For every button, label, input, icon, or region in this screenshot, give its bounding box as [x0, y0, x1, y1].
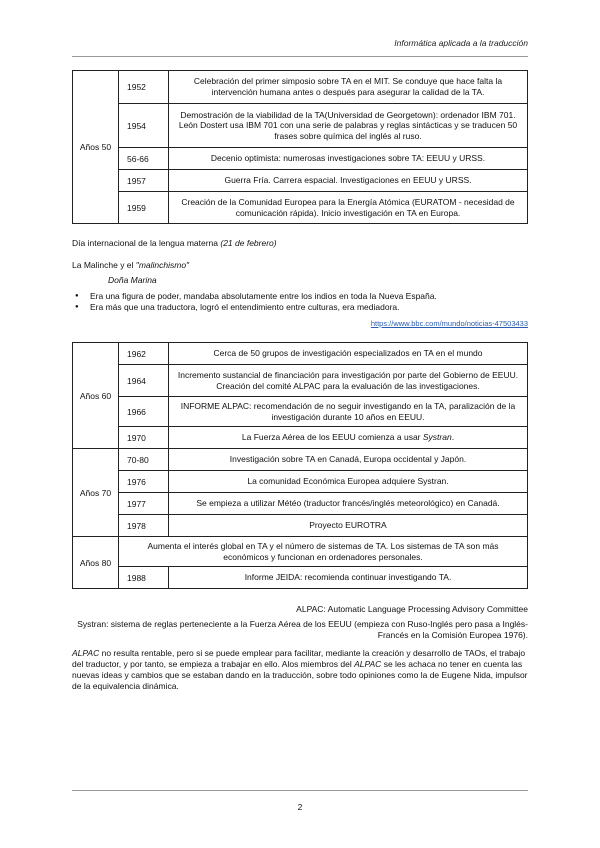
year-cell: 1970: [119, 427, 169, 449]
mother-language-day: Día internacional de la lengua materna (21 de febrero): [72, 238, 277, 248]
description-cell: Informe JEIDA: recomienda continuar investigando TA.: [169, 567, 528, 589]
year-cell: 1962: [119, 343, 169, 365]
table-row: [73, 515, 528, 537]
malinche-heading: La Malinche y el "malinchismo": [72, 260, 190, 270]
table-row: [73, 104, 528, 148]
description-cell: Incremento sustancial de financiación para investigación por parte del Gobierno de EEUU. Creación del comité ALPAC para la evaluación de las investigaciones.: [169, 365, 528, 397]
alpac-definition: ALPAC: Automatic Language Processing Advisory Committee: [296, 604, 528, 614]
description-cell: Guerra Fría. Carrera espacial. Investigaciones en EEUU y URSS.: [169, 170, 528, 192]
era-cell: Años 60: [73, 343, 119, 449]
footer-rule: [72, 790, 528, 791]
year-cell: 1954: [119, 104, 169, 148]
year-cell: 1957: [119, 170, 169, 192]
table-row: [73, 192, 528, 224]
table-row: [73, 71, 528, 104]
malinche-bullet-list: [72, 291, 528, 313]
timeline-table-60s-80s: [72, 342, 528, 589]
description-cell: INFORME ALPAC: recomendación de no seguir investigando en la TA, paralización de la investigación durante 10 años en EEUU.: [169, 397, 528, 427]
year-cell: 1976: [119, 471, 169, 493]
description-cell: Cerca de 50 grupos de investigación especializados en TA en el mundo: [169, 343, 528, 365]
table-row: [73, 427, 528, 449]
header-rule: [72, 56, 528, 57]
list-item: ● Era una figura de poder, mandaba absolutamente entre los indios en toda la Nueva España.: [72, 291, 528, 302]
description-cell: Creación de la Comunidad Europea para la Energía Atómica (EURATOM - necesidad de comunicación rápida). Inicio investigación en TA en Europa.: [169, 192, 528, 224]
year-cell: 56-66: [119, 148, 169, 170]
table-row: [73, 471, 528, 493]
description-cell: La Fuerza Aérea de los EEUU comienza a usar Systran.: [169, 427, 528, 449]
table-row: [73, 365, 528, 397]
year-cell: 1959: [119, 192, 169, 224]
description-cell: Se empieza a utilizar Météo (traductor francés/inglés meteorológico) en Canadá.: [169, 493, 528, 515]
running-header: Informática aplicada a la traducción: [394, 38, 528, 48]
description-cell: Proyecto EUROTRA: [169, 515, 528, 537]
era-cell: Años 50: [73, 71, 119, 224]
table-row: [73, 537, 528, 567]
table-row: [73, 493, 528, 515]
table-row: [73, 148, 528, 170]
table-row: [73, 449, 528, 471]
year-cell: 1966: [119, 397, 169, 427]
table-row: [73, 170, 528, 192]
year-cell: 1978: [119, 515, 169, 537]
alpac-paragraph: ALPAC no resulta rentable, pero si se puede emplear para facilitar, mediante la creación y desarrollo de TAOs, el trabajo del traductor, y por tanto, se empieza a trabajar en ello. Alos miembros del ALPAC se les achaca no tener en cuenta las nuevas ideas y cambios que se estaban dando en la traducción, sobre todo opiniones como la de Eugene Nida, impulsor de la equivalencia dinámica.: [72, 648, 528, 692]
description-cell: Celebración del primer simposio sobre TA en el MIT. Se conduye que hace falta la intervención humana antes o después para asegurar la calidad de la TA.: [169, 71, 528, 104]
table-row: [73, 397, 528, 427]
table-row: [73, 343, 528, 365]
year-cell: 1952: [119, 71, 169, 104]
description-cell: Investigación sobre TA en Canadá, Europa occidental y Japón.: [169, 449, 528, 471]
page-number: 2: [297, 802, 303, 812]
description-cell: Aumenta el interés global en TA y el número de sistemas de TA. Los sistemas de TA son más económicos y funcionan en ordenadores personales.: [119, 537, 528, 567]
list-item: ● Era más que una traductora, logró el entendimiento entre culturas, era mediadora.: [72, 302, 528, 313]
year-cell: 1964: [119, 365, 169, 397]
timeline-table-50s: [72, 70, 528, 224]
year-cell: 70-80: [119, 449, 169, 471]
dona-marina: Doña Marina: [108, 275, 157, 285]
description-cell: Decenio optimista: numerosas investigaciones sobre TA: EEUU y URSS.: [169, 148, 528, 170]
bbc-link[interactable]: https://www.bbc.com/mundo/noticias-47503433: [370, 319, 528, 328]
era-cell: Años 80: [73, 537, 119, 589]
description-cell: Demostración de la viabilidad de la TA(Universidad de Georgetown): ordenador IBM 701. León Dostert usa IBM 701 con una serie de palabras y reglas sintácticas y se traducen 50 frases sobre química del inglés al ruso.: [169, 104, 528, 148]
year-cell: 1988: [119, 567, 169, 589]
era-cell: Años 70: [73, 449, 119, 537]
systran-definition: Systran: sistema de reglas perteneciente a la Fuerza Aérea de los EEUU (empieza con Ruso-Inglés pero pasa a Inglés-Francés en la Comisión Europea 1976).: [77, 619, 528, 641]
table-row: [73, 567, 528, 589]
year-cell: 1977: [119, 493, 169, 515]
description-cell: La comunidad Económica Europea adquiere Systran.: [169, 471, 528, 493]
